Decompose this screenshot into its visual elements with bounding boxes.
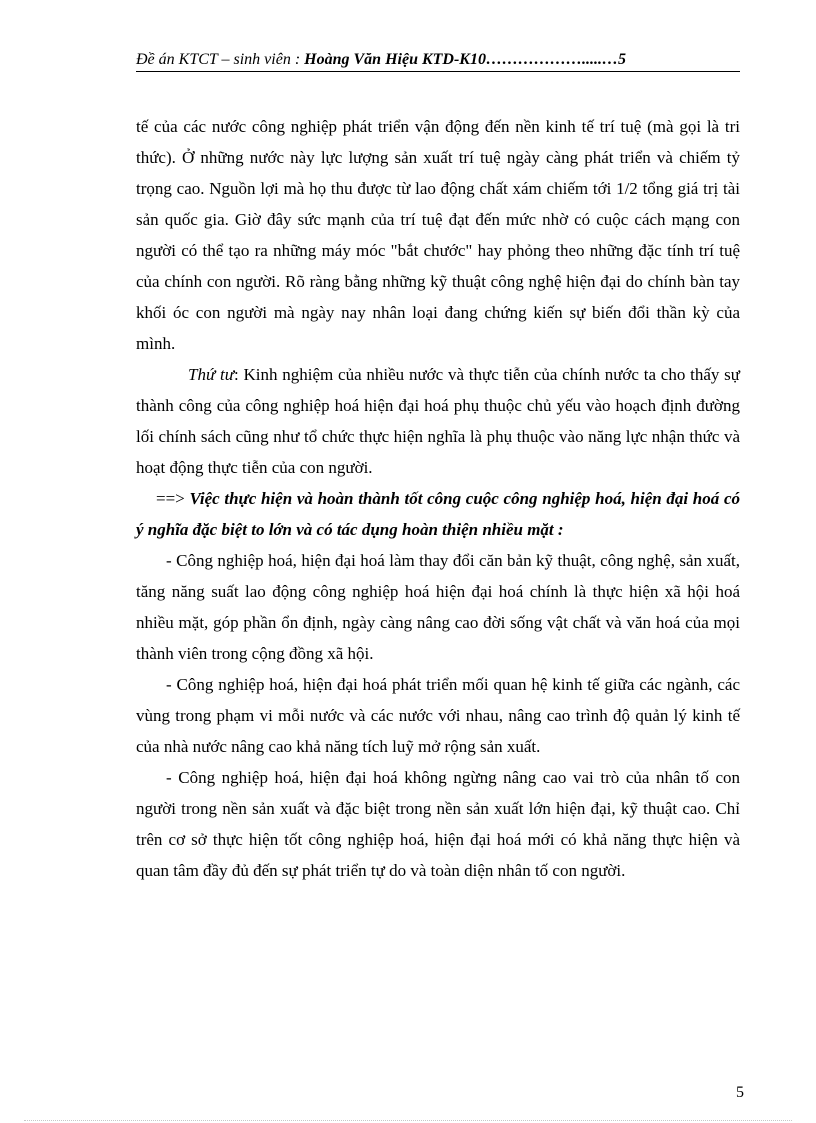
header-author: Hoàng Văn Hiệu KTD-K10: [304, 51, 486, 68]
header-prefix: Đề án KTCT – sinh viên :: [136, 51, 305, 68]
fourth-point-text: : Kinh nghiệm của nhiều nước và thực tiễn của chính nước ta cho thấy sự thành công của công nghiệp hoá hiện đại hoá phụ thuộc chủ yếu vào hoạch định đường lối chính sách cũng như tổ chức thực hiện nghĩa là phụ thuộc vào năng lực nhận thức và hoạt động thực tiễn của con người.: [136, 365, 740, 477]
conclusion-arrow: ==>: [156, 489, 190, 508]
fourth-point-label: Thứ tư: [188, 365, 234, 384]
conclusion-text: Việc thực hiện và hoàn thành tốt công cuộc công nghiệp hoá, hiện đại hoá có ý nghĩa đặc biệt to lớn và có tác dụng hoàn thiện nhiều mặt :: [136, 489, 741, 539]
page-header: [136, 50, 740, 72]
page-number: 5: [736, 1084, 744, 1101]
paragraph-conclusion: [136, 483, 740, 545]
page-bottom-divider: [24, 1120, 792, 1121]
bullet-item-economic-relations: - Công nghiệp hoá, hiện đại hoá phát triển mối quan hệ kinh tế giữa các ngành, các vùng trong phạm vi mỗi nước và các nước với nhau, nâng cao trình độ quản lý kinh tế của nhà nước nâng cao khả năng tích luỹ mở rộng sản xuất.: [136, 675, 740, 756]
bullet-item-human-factor: - Công nghiệp hoá, hiện đại hoá không ngừng nâng cao vai trò của nhân tố con người trong nền sản xuất và đặc biệt trong nền sản xuất lớn hiện đại, kỹ thuật cao. Chỉ trên cơ sở thực hiện tốt công nghiệp hoá, hiện đại hoá mới có khả năng thực hiện và quan tâm đầy đủ đến sự phát triển tự do và toàn diện nhân tố con người.: [136, 768, 740, 880]
document-body: [136, 111, 740, 886]
bullet-item-technology: - Công nghiệp hoá, hiện đại hoá làm thay đổi căn bản kỹ thuật, công nghệ, sản xuất, tăng năng suất lao động công nghiệp hoá hiện đại hoá chính là thực hiện xã hội hoá nhiều mặt, góp phần ổn định, ngày càng nâng cao đời sống vật chất và văn hoá của mọi thành viên trong cộng đồng xã hội.: [136, 551, 740, 663]
header-dots-page: ……………….....…5: [485, 51, 626, 68]
paragraph-knowledge-economy: tế của các nước công nghiệp phát triển vận động đến nền kinh tế trí tuệ (mà gọi là tri thức). Ở những nước này lực lượng sản xuất trí tuệ ngày càng phát triển và chiếm tỷ trọng cao. Nguồn lợi mà họ thu được từ lao động chất xám chiếm tới 1/2 tổng giá trị tài sản quốc gia. Giờ đây sức mạnh của trí tuệ đạt đến mức nhờ có cuộc cách mạng con người có thể tạo ra những máy móc "bắt chước" hay phỏng theo những đặc tính trí tuệ của chính con người. Rõ ràng bằng những kỹ thuật công nghệ hiện đại do chính bàn tay khối óc con người mà ngày nay nhân loại đang chứng kiến sự biến đổi thần kỳ của mình.: [136, 117, 740, 353]
paragraph-fourth-point: [136, 359, 740, 483]
